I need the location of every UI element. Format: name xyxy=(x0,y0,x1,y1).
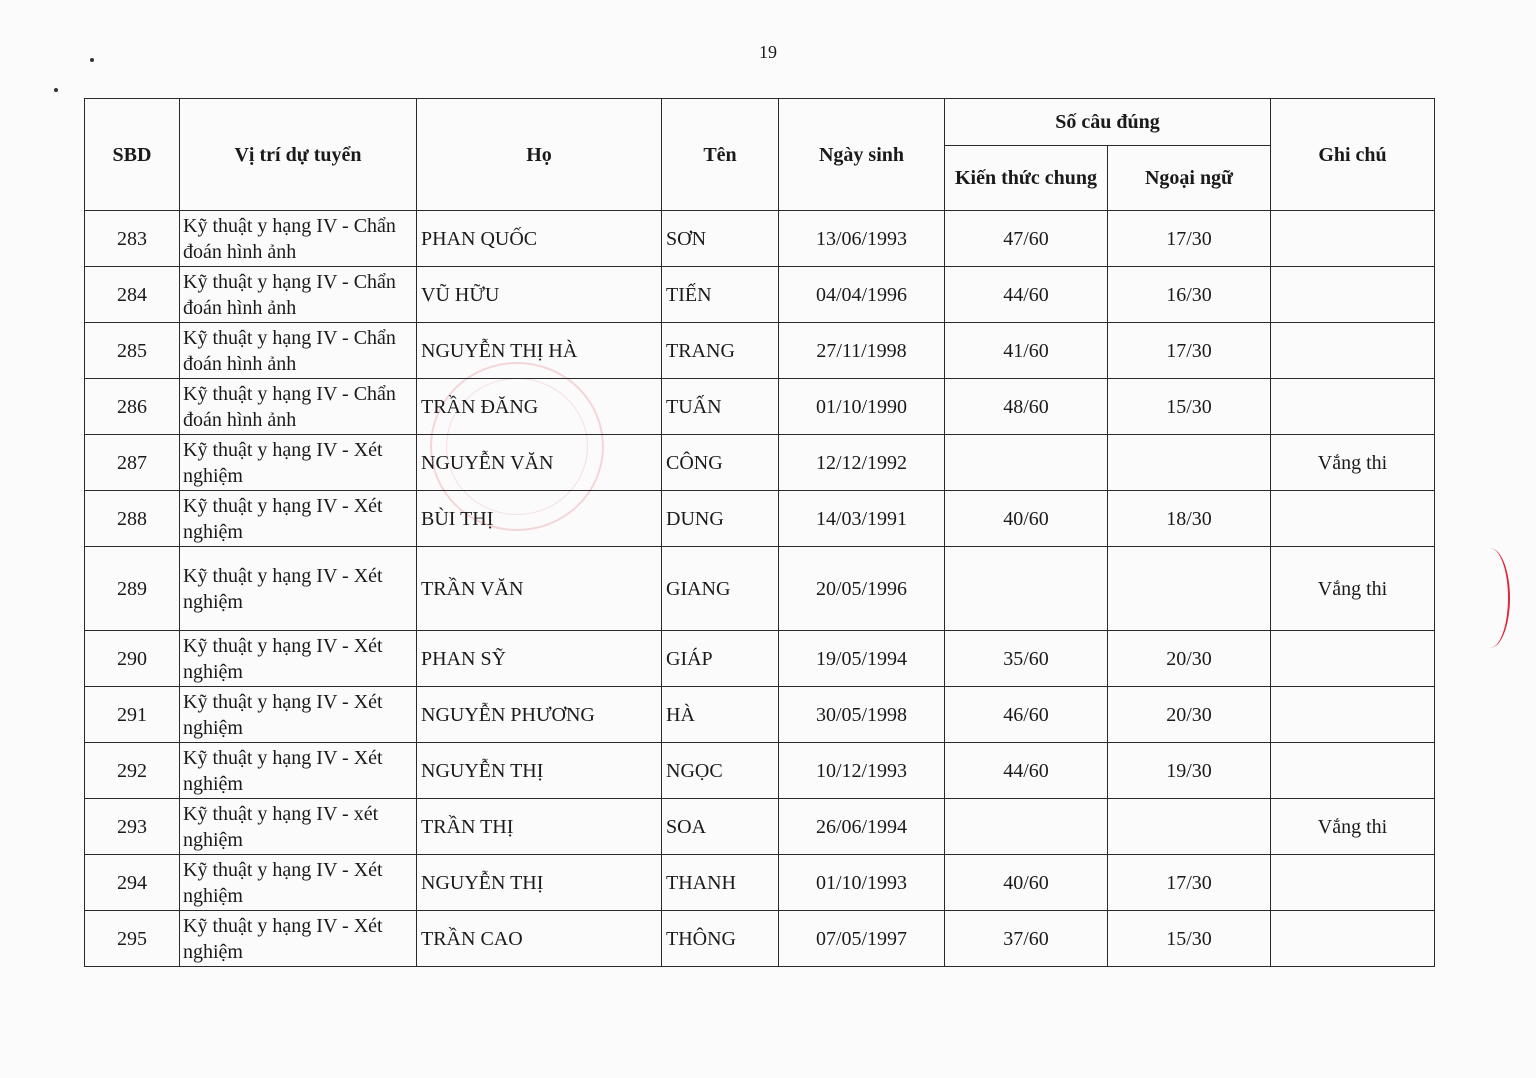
table-row xyxy=(85,687,1435,743)
cell-sbd: 287 xyxy=(85,435,180,491)
cell-note xyxy=(1271,491,1435,547)
cell-birthdate: 12/12/1992 xyxy=(779,435,945,491)
cell-name: TIẾN xyxy=(662,267,779,323)
cell-sbd: 292 xyxy=(85,743,180,799)
cell-position: Kỹ thuật y hạng IV - Xét nghiệm xyxy=(180,491,417,547)
cell-foreign-language: 17/30 xyxy=(1108,323,1271,379)
cell-name: SƠN xyxy=(662,211,779,267)
table-row xyxy=(85,323,1435,379)
cell-name: CÔNG xyxy=(662,435,779,491)
header-correct-answers: Số câu đúng xyxy=(945,99,1271,146)
cell-note: Vắng thi xyxy=(1271,799,1435,855)
cell-sbd: 294 xyxy=(85,855,180,911)
cell-birthdate: 20/05/1996 xyxy=(779,547,945,631)
cell-name: TRANG xyxy=(662,323,779,379)
cell-sbd: 290 xyxy=(85,631,180,687)
cell-position: Kỹ thuật y hạng IV - Xét nghiệm xyxy=(180,631,417,687)
header-position: Vị trí dự tuyển xyxy=(180,99,417,211)
cell-name: GIÁP xyxy=(662,631,779,687)
cell-foreign-language: 15/30 xyxy=(1108,379,1271,435)
cell-sbd: 283 xyxy=(85,211,180,267)
cell-sbd: 286 xyxy=(85,379,180,435)
table-row xyxy=(85,379,1435,435)
cell-foreign-language: 16/30 xyxy=(1108,267,1271,323)
cell-position: Kỹ thuật y hạng IV - xét nghiệm xyxy=(180,799,417,855)
red-edge-mark xyxy=(1470,548,1510,648)
cell-note: Vắng thi xyxy=(1271,547,1435,631)
cell-surname: NGUYỄN THỊ xyxy=(417,743,662,799)
table-row xyxy=(85,491,1435,547)
cell-note xyxy=(1271,743,1435,799)
cell-position: Kỹ thuật y hạng IV - Chẩn đoán hình ảnh xyxy=(180,211,417,267)
header-surname: Họ xyxy=(417,99,662,211)
cell-surname: PHAN SỸ xyxy=(417,631,662,687)
cell-surname: VŨ HỮU xyxy=(417,267,662,323)
cell-general-knowledge: 40/60 xyxy=(945,855,1108,911)
table-row xyxy=(85,799,1435,855)
cell-general-knowledge xyxy=(945,799,1108,855)
cell-general-knowledge xyxy=(945,547,1108,631)
cell-note: Vắng thi xyxy=(1271,435,1435,491)
cell-general-knowledge: 48/60 xyxy=(945,379,1108,435)
cell-position: Kỹ thuật y hạng IV - Xét nghiệm xyxy=(180,911,417,967)
cell-note xyxy=(1271,379,1435,435)
cell-sbd: 285 xyxy=(85,323,180,379)
scan-dot xyxy=(54,88,58,92)
cell-general-knowledge: 40/60 xyxy=(945,491,1108,547)
cell-position: Kỹ thuật y hạng IV - Xét nghiệm xyxy=(180,435,417,491)
cell-surname: BÙI THỊ xyxy=(417,491,662,547)
cell-position: Kỹ thuật y hạng IV - Chẩn đoán hình ảnh xyxy=(180,379,417,435)
cell-surname: TRẦN ĐĂNG xyxy=(417,379,662,435)
header-birthdate: Ngày sinh xyxy=(779,99,945,211)
header-name: Tên xyxy=(662,99,779,211)
cell-foreign-language xyxy=(1108,435,1271,491)
cell-note xyxy=(1271,687,1435,743)
cell-sbd: 284 xyxy=(85,267,180,323)
table-row xyxy=(85,547,1435,631)
cell-note xyxy=(1271,267,1435,323)
cell-foreign-language: 20/30 xyxy=(1108,631,1271,687)
cell-sbd: 291 xyxy=(85,687,180,743)
cell-general-knowledge: 44/60 xyxy=(945,743,1108,799)
cell-surname: TRẦN THỊ xyxy=(417,799,662,855)
cell-general-knowledge: 35/60 xyxy=(945,631,1108,687)
table-row xyxy=(85,855,1435,911)
cell-foreign-language: 18/30 xyxy=(1108,491,1271,547)
cell-foreign-language: 19/30 xyxy=(1108,743,1271,799)
cell-surname: NGUYỄN THỊ xyxy=(417,855,662,911)
cell-foreign-language xyxy=(1108,547,1271,631)
cell-surname: PHAN QUỐC xyxy=(417,211,662,267)
cell-position: Kỹ thuật y hạng IV - Chẩn đoán hình ảnh xyxy=(180,267,417,323)
header-row-top xyxy=(85,99,1435,146)
cell-general-knowledge xyxy=(945,435,1108,491)
cell-name: SOA xyxy=(662,799,779,855)
header-note: Ghi chú xyxy=(1271,99,1435,211)
cell-name: HÀ xyxy=(662,687,779,743)
table-row xyxy=(85,743,1435,799)
results-table xyxy=(84,98,1435,967)
cell-birthdate: 26/06/1994 xyxy=(779,799,945,855)
cell-name: THÔNG xyxy=(662,911,779,967)
cell-birthdate: 30/05/1998 xyxy=(779,687,945,743)
page-number: 19 xyxy=(759,42,777,62)
table-row xyxy=(85,435,1435,491)
scan-dot xyxy=(90,58,94,62)
cell-surname: TRẦN VĂN xyxy=(417,547,662,631)
cell-position: Kỹ thuật y hạng IV - Xét nghiệm xyxy=(180,547,417,631)
cell-position: Kỹ thuật y hạng IV - Xét nghiệm xyxy=(180,743,417,799)
cell-sbd: 293 xyxy=(85,799,180,855)
cell-general-knowledge: 46/60 xyxy=(945,687,1108,743)
cell-foreign-language xyxy=(1108,799,1271,855)
cell-birthdate: 01/10/1993 xyxy=(779,855,945,911)
cell-surname: NGUYỄN VĂN xyxy=(417,435,662,491)
cell-foreign-language: 20/30 xyxy=(1108,687,1271,743)
table-row xyxy=(85,911,1435,967)
cell-note xyxy=(1271,911,1435,967)
cell-birthdate: 13/06/1993 xyxy=(779,211,945,267)
cell-general-knowledge: 44/60 xyxy=(945,267,1108,323)
cell-birthdate: 01/10/1990 xyxy=(779,379,945,435)
cell-name: GIANG xyxy=(662,547,779,631)
header-foreign-language: Ngoại ngữ xyxy=(1108,146,1271,211)
cell-general-knowledge: 47/60 xyxy=(945,211,1108,267)
cell-position: Kỹ thuật y hạng IV - Xét nghiệm xyxy=(180,855,417,911)
header-general-knowledge: Kiến thức chung xyxy=(945,146,1108,211)
table-row xyxy=(85,631,1435,687)
cell-surname: NGUYỄN THỊ HÀ xyxy=(417,323,662,379)
cell-note xyxy=(1271,855,1435,911)
cell-birthdate: 04/04/1996 xyxy=(779,267,945,323)
cell-name: DUNG xyxy=(662,491,779,547)
cell-general-knowledge: 41/60 xyxy=(945,323,1108,379)
cell-name: THANH xyxy=(662,855,779,911)
cell-surname: TRẦN CAO xyxy=(417,911,662,967)
cell-position: Kỹ thuật y hạng IV - Xét nghiệm xyxy=(180,687,417,743)
header-sbd: SBD xyxy=(85,99,180,211)
cell-sbd: 289 xyxy=(85,547,180,631)
cell-foreign-language: 17/30 xyxy=(1108,855,1271,911)
table-row xyxy=(85,211,1435,267)
cell-birthdate: 27/11/1998 xyxy=(779,323,945,379)
cell-note xyxy=(1271,323,1435,379)
table-row xyxy=(85,267,1435,323)
table-body xyxy=(85,211,1435,967)
cell-foreign-language: 17/30 xyxy=(1108,211,1271,267)
cell-note xyxy=(1271,211,1435,267)
cell-birthdate: 10/12/1993 xyxy=(779,743,945,799)
cell-birthdate: 14/03/1991 xyxy=(779,491,945,547)
cell-birthdate: 19/05/1994 xyxy=(779,631,945,687)
cell-sbd: 288 xyxy=(85,491,180,547)
cell-name: TUẤN xyxy=(662,379,779,435)
cell-surname: NGUYỄN PHƯƠNG xyxy=(417,687,662,743)
cell-birthdate: 07/05/1997 xyxy=(779,911,945,967)
cell-name: NGỌC xyxy=(662,743,779,799)
cell-note xyxy=(1271,631,1435,687)
cell-position: Kỹ thuật y hạng IV - Chẩn đoán hình ảnh xyxy=(180,323,417,379)
cell-foreign-language: 15/30 xyxy=(1108,911,1271,967)
cell-general-knowledge: 37/60 xyxy=(945,911,1108,967)
cell-sbd: 295 xyxy=(85,911,180,967)
